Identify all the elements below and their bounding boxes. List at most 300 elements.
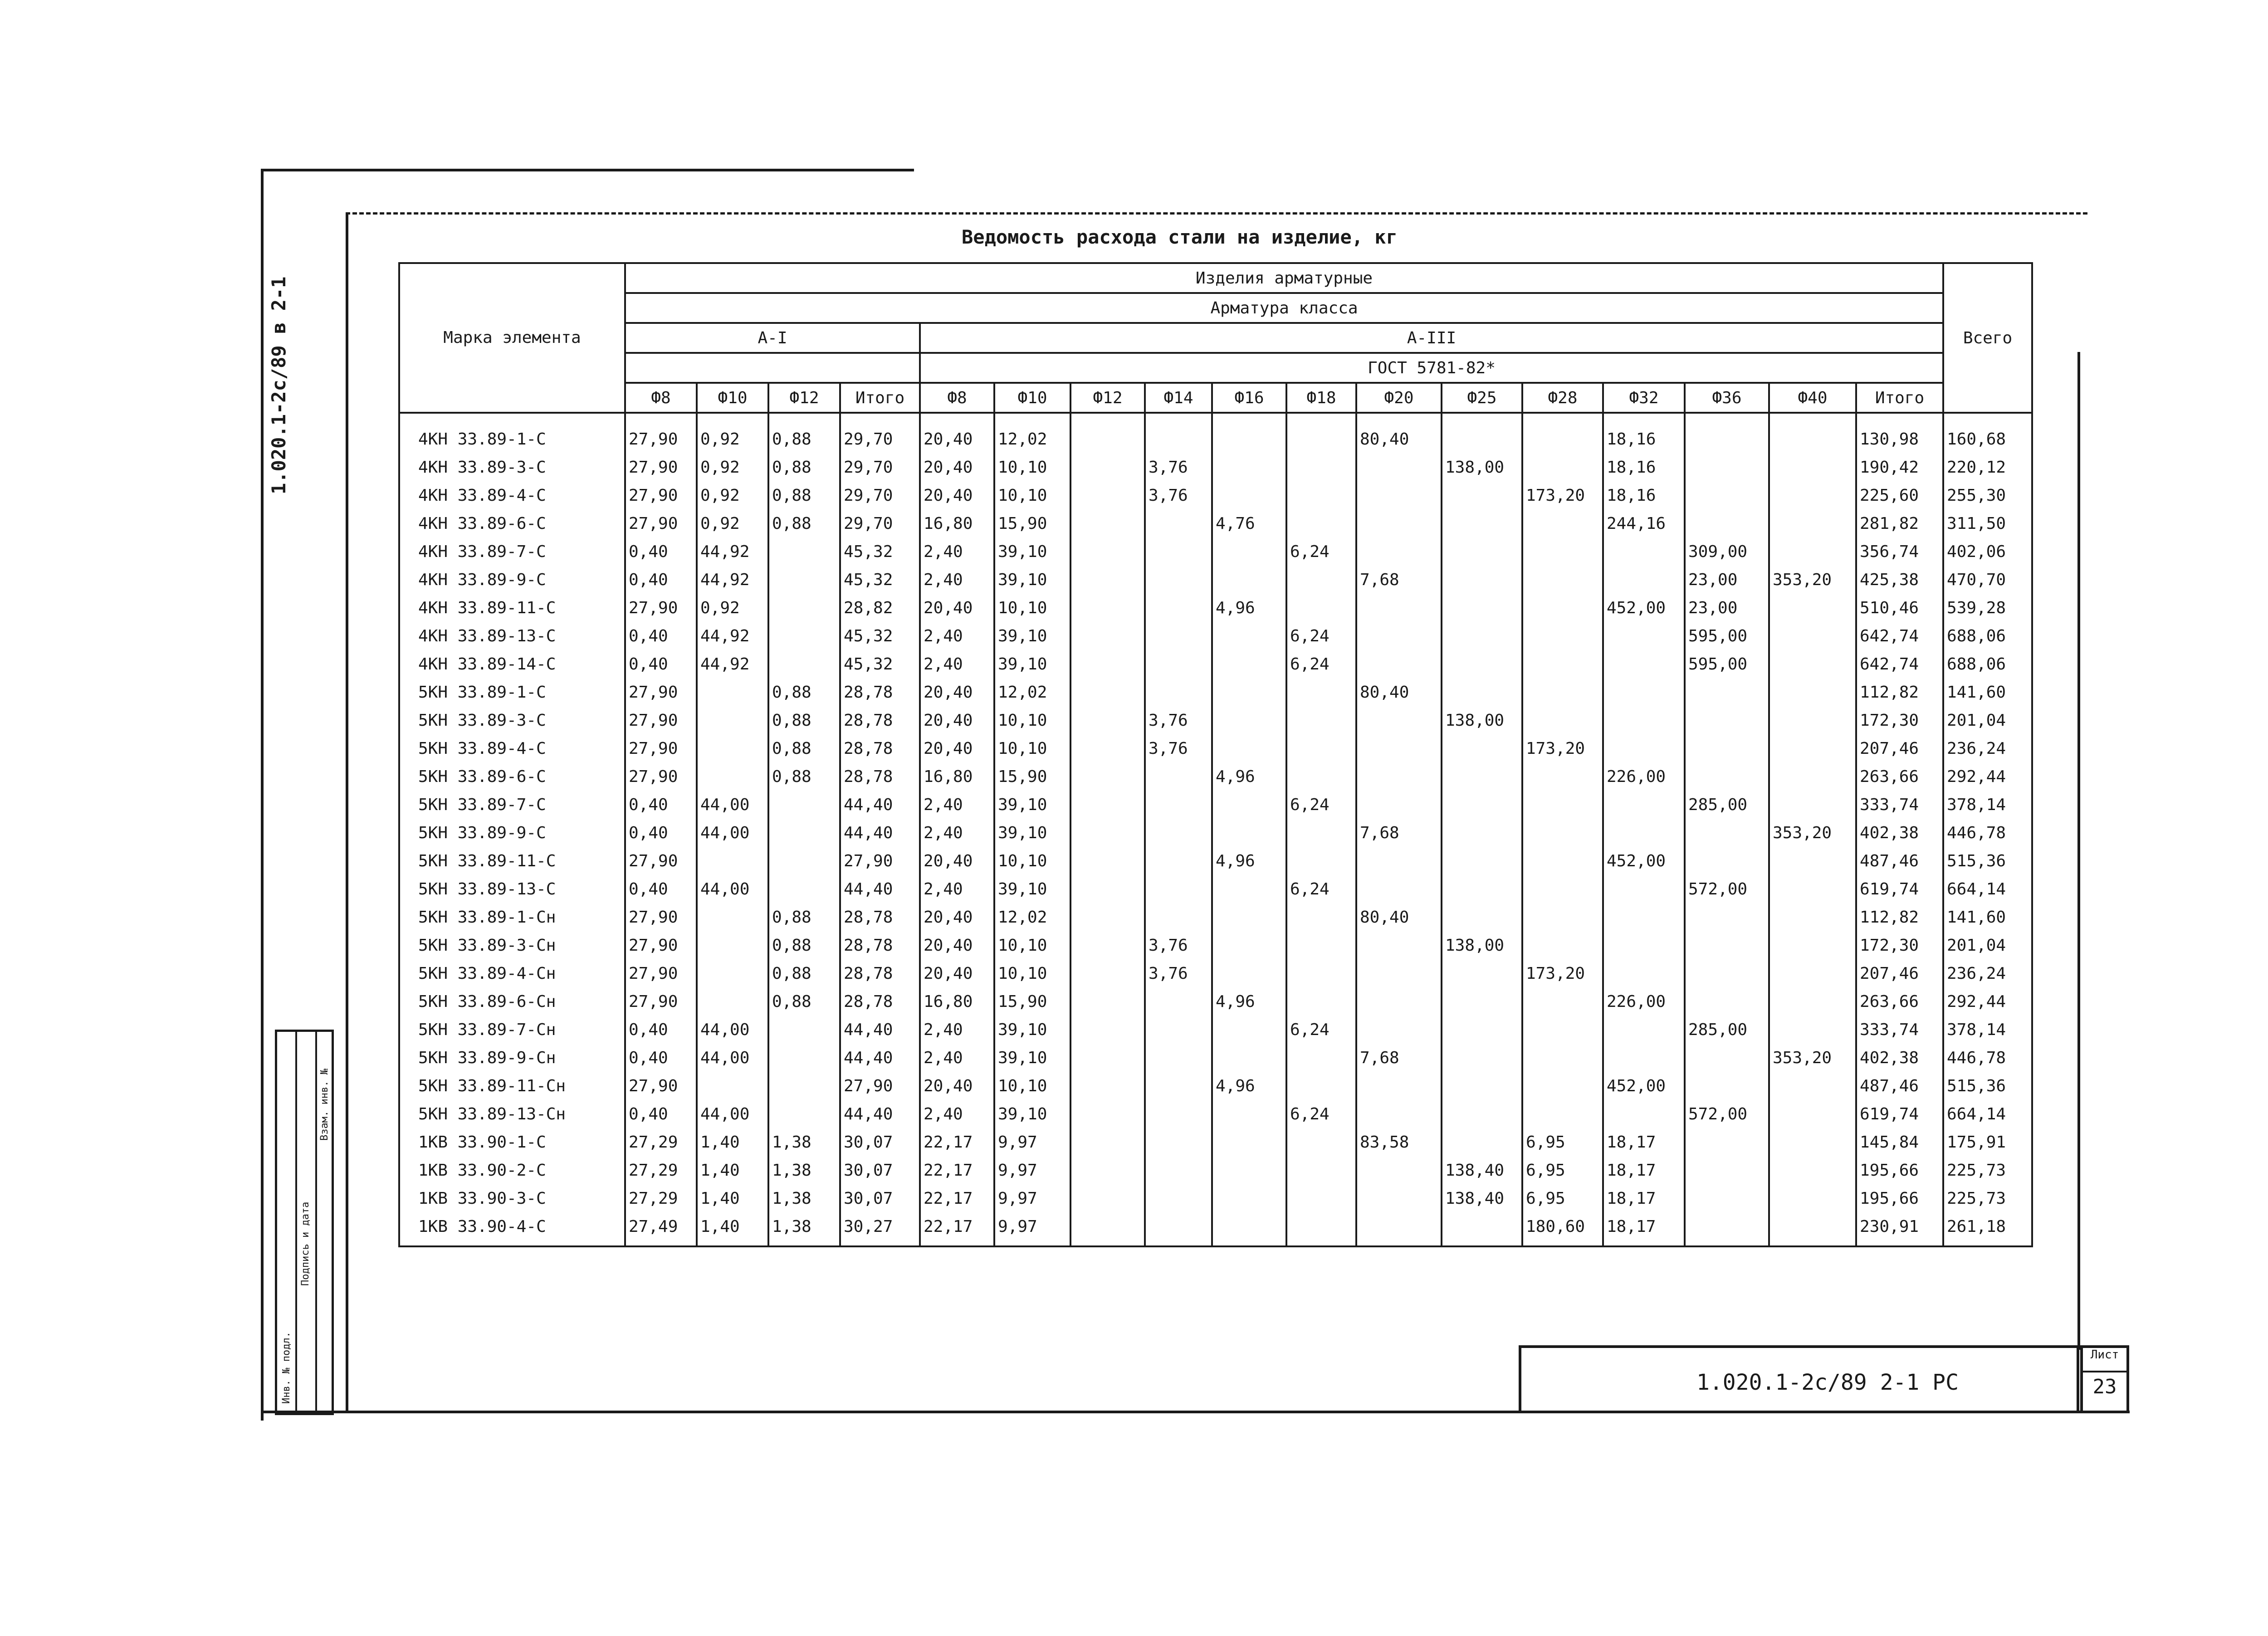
- mass-cell: 28,78: [840, 739, 920, 767]
- mass-cell: 195,66: [1856, 1161, 1943, 1189]
- mass-cell: [1522, 824, 1603, 852]
- mass-cell: 20,40: [920, 739, 994, 767]
- mass-cell: [1145, 1105, 1212, 1133]
- mass-cell: [1442, 992, 1522, 1021]
- mass-cell: 30,07: [840, 1133, 920, 1161]
- mass-cell: 29,70: [840, 458, 920, 486]
- mass-cell: [1603, 1049, 1685, 1077]
- mass-cell: 2,40: [920, 571, 994, 599]
- diameter-header-cell: Ф32: [1603, 383, 1685, 413]
- mass-cell: [1685, 767, 1769, 796]
- mass-cell: 0,92: [697, 458, 768, 486]
- mass-cell: [1522, 1049, 1603, 1077]
- mass-cell: 2,40: [920, 542, 994, 571]
- table-row: [399, 514, 2032, 542]
- element-mark-cell: 5КН 33.89-6-Сн: [399, 992, 625, 1021]
- mass-cell: 16,80: [920, 514, 994, 542]
- table-row: [399, 739, 2032, 767]
- table-row: [399, 1049, 2032, 1077]
- mass-cell: [1603, 655, 1685, 683]
- mass-cell: 39,10: [994, 824, 1070, 852]
- mass-cell: [1286, 413, 1356, 458]
- sheet-number: 23: [2092, 1375, 2117, 1398]
- mass-cell: 0,40: [625, 824, 697, 852]
- mass-cell: 452,00: [1603, 1077, 1685, 1105]
- mass-cell: 619,74: [1856, 1105, 1943, 1133]
- mass-cell: 160,68: [1943, 413, 2032, 458]
- mass-cell: 6,24: [1286, 542, 1356, 571]
- mass-cell: 27,90: [625, 992, 697, 1021]
- mass-cell: [1442, 542, 1522, 571]
- diameter-header-cell: Ф8: [920, 383, 994, 413]
- mass-cell: [1070, 1133, 1145, 1161]
- mass-cell: [1769, 1077, 1856, 1105]
- mass-cell: 27,90: [625, 1077, 697, 1105]
- mass-cell: 28,78: [840, 767, 920, 796]
- mass-cell: [1070, 880, 1145, 908]
- diameter-header-cell: Ф12: [768, 383, 840, 413]
- mass-cell: 172,30: [1856, 936, 1943, 964]
- element-mark-cell: 5КН 33.89-7-С: [399, 796, 625, 824]
- mass-cell: 6,95: [1522, 1161, 1603, 1189]
- mass-cell: [1145, 824, 1212, 852]
- mass-cell: 0,88: [768, 514, 840, 542]
- mass-cell: [1522, 992, 1603, 1021]
- table-row: [399, 824, 2032, 852]
- table-row: [399, 992, 2032, 1021]
- mass-cell: 356,74: [1856, 542, 1943, 571]
- mass-cell: [1685, 514, 1769, 542]
- mass-cell: [1442, 413, 1522, 458]
- mass-cell: [1212, 1021, 1286, 1049]
- mass-cell: 20,40: [920, 908, 994, 936]
- mass-cell: 2,40: [920, 627, 994, 655]
- mass-cell: [1685, 458, 1769, 486]
- mass-cell: 0,88: [768, 486, 840, 514]
- mass-cell: 515,36: [1943, 1077, 2032, 1105]
- table-row: [399, 683, 2032, 711]
- mass-cell: [1356, 627, 1442, 655]
- mass-cell: 20,40: [920, 599, 994, 627]
- mass-cell: 619,74: [1856, 880, 1943, 908]
- mass-cell: [1769, 627, 1856, 655]
- element-mark-cell: 4КН 33.89-7-С: [399, 542, 625, 571]
- mass-cell: [1145, 1049, 1212, 1077]
- mass-cell: [1070, 571, 1145, 599]
- mass-cell: [1522, 413, 1603, 458]
- mass-cell: [1685, 1189, 1769, 1217]
- table-row: [399, 936, 2032, 964]
- mass-cell: [1070, 1021, 1145, 1049]
- mass-cell: 20,40: [920, 458, 994, 486]
- diameter-header-cell: Ф20: [1356, 383, 1442, 413]
- mass-cell: 688,06: [1943, 655, 2032, 683]
- mass-cell: [1769, 413, 1856, 458]
- mass-cell: [1685, 936, 1769, 964]
- mass-cell: [1212, 458, 1286, 486]
- mass-cell: 44,00: [697, 880, 768, 908]
- mass-cell: [1603, 1021, 1685, 1049]
- mass-cell: 10,10: [994, 599, 1070, 627]
- mass-cell: 18,17: [1603, 1189, 1685, 1217]
- mass-cell: 353,20: [1769, 824, 1856, 852]
- diameter-header-row: [399, 383, 2032, 413]
- table-row: [399, 486, 2032, 514]
- mass-cell: [1145, 908, 1212, 936]
- mass-cell: [1442, 1105, 1522, 1133]
- mass-cell: [1145, 852, 1212, 880]
- mass-cell: [1356, 1217, 1442, 1246]
- mass-cell: 285,00: [1685, 1021, 1769, 1049]
- mass-cell: [1145, 767, 1212, 796]
- mass-cell: 1,40: [697, 1217, 768, 1246]
- mass-cell: 515,36: [1943, 852, 2032, 880]
- mass-cell: 6,24: [1286, 796, 1356, 824]
- mass-cell: [768, 824, 840, 852]
- mass-cell: [1145, 683, 1212, 711]
- mass-cell: 0,88: [768, 964, 840, 992]
- mass-cell: [1522, 683, 1603, 711]
- mass-cell: [1769, 1105, 1856, 1133]
- mass-cell: [1769, 1021, 1856, 1049]
- mass-cell: [1442, 571, 1522, 599]
- table-row: [399, 571, 2032, 599]
- table-row: [399, 1133, 2032, 1161]
- element-mark-cell: 5КН 33.89-9-Сн: [399, 1049, 625, 1077]
- mass-cell: 0,88: [768, 767, 840, 796]
- mass-cell: 9,97: [994, 1161, 1070, 1189]
- mass-cell: 112,82: [1856, 683, 1943, 711]
- table-row: [399, 1161, 2032, 1189]
- mass-cell: 27,90: [625, 413, 697, 458]
- table-row: [399, 458, 2032, 486]
- mass-cell: 45,32: [840, 571, 920, 599]
- mass-cell: [768, 796, 840, 824]
- mass-cell: 16,80: [920, 992, 994, 1021]
- mass-cell: [1145, 627, 1212, 655]
- mass-cell: 226,00: [1603, 767, 1685, 796]
- mass-cell: 0,40: [625, 1021, 697, 1049]
- table-row: [399, 627, 2032, 655]
- mass-cell: 10,10: [994, 1077, 1070, 1105]
- mass-cell: 261,18: [1943, 1217, 2032, 1246]
- mass-cell: [1522, 908, 1603, 936]
- mass-cell: [1212, 1049, 1286, 1077]
- element-mark-cell: 5КН 33.89-13-Сн: [399, 1105, 625, 1133]
- mass-cell: 333,74: [1856, 1021, 1943, 1049]
- mass-cell: 39,10: [994, 1021, 1070, 1049]
- mass-cell: 470,70: [1943, 571, 2032, 599]
- class-a3-header: А-III: [920, 323, 1943, 353]
- mass-cell: [697, 992, 768, 1021]
- diameter-header-cell: Ф36: [1685, 383, 1769, 413]
- mass-cell: [1769, 767, 1856, 796]
- mass-cell: [1286, 1077, 1356, 1105]
- mass-cell: [1356, 936, 1442, 964]
- mass-cell: 80,40: [1356, 683, 1442, 711]
- mass-cell: [1212, 739, 1286, 767]
- diameter-header-cell: Итого: [1856, 383, 1943, 413]
- mass-cell: [1286, 514, 1356, 542]
- sheet-number-box: [2080, 1345, 2129, 1413]
- mass-cell: 20,40: [920, 964, 994, 992]
- mass-cell: 28,82: [840, 599, 920, 627]
- mass-cell: [1685, 413, 1769, 458]
- mass-cell: 1,40: [697, 1161, 768, 1189]
- mass-cell: [1442, 599, 1522, 627]
- mass-cell: [1603, 739, 1685, 767]
- mass-cell: 2,40: [920, 1021, 994, 1049]
- mass-cell: [768, 627, 840, 655]
- mass-cell: 44,40: [840, 1049, 920, 1077]
- mass-cell: 12,02: [994, 413, 1070, 458]
- mass-cell: [1070, 824, 1145, 852]
- mass-cell: 30,07: [840, 1189, 920, 1217]
- mass-cell: 595,00: [1685, 655, 1769, 683]
- mass-cell: [1685, 992, 1769, 1021]
- mass-cell: [1286, 1161, 1356, 1189]
- mass-cell: 1,40: [697, 1189, 768, 1217]
- mass-cell: [1356, 1105, 1442, 1133]
- mass-cell: [1442, 767, 1522, 796]
- mass-cell: [1070, 542, 1145, 571]
- mass-cell: [1212, 936, 1286, 964]
- mass-cell: [1070, 936, 1145, 964]
- mass-cell: 510,46: [1856, 599, 1943, 627]
- mass-cell: [1212, 964, 1286, 992]
- mass-cell: [1685, 852, 1769, 880]
- mass-cell: 28,78: [840, 964, 920, 992]
- mass-cell: 0,92: [697, 599, 768, 627]
- mass-cell: 22,17: [920, 1133, 994, 1161]
- mass-cell: 145,84: [1856, 1133, 1943, 1161]
- mass-cell: 4,96: [1212, 767, 1286, 796]
- mass-cell: 0,88: [768, 413, 840, 458]
- mass-cell: [1442, 852, 1522, 880]
- mass-cell: [1070, 1189, 1145, 1217]
- mass-cell: [1212, 655, 1286, 683]
- mass-cell: [1212, 542, 1286, 571]
- sheet-label: Лист: [2083, 1348, 2126, 1372]
- mass-cell: 39,10: [994, 796, 1070, 824]
- mass-cell: 353,20: [1769, 1049, 1856, 1077]
- mass-cell: [768, 542, 840, 571]
- mass-cell: [1356, 852, 1442, 880]
- mass-cell: [697, 908, 768, 936]
- mass-cell: 281,82: [1856, 514, 1943, 542]
- mass-cell: 22,17: [920, 1217, 994, 1246]
- mass-cell: [1070, 458, 1145, 486]
- element-mark-cell: 5КН 33.89-4-С: [399, 739, 625, 767]
- mass-cell: 1,38: [768, 1189, 840, 1217]
- mass-cell: 0,40: [625, 627, 697, 655]
- side-document-code: 1.020.1-2с/89 в 2-1: [268, 276, 290, 494]
- mass-cell: 0,40: [625, 796, 697, 824]
- mass-cell: 18,17: [1603, 1133, 1685, 1161]
- mass-cell: 595,00: [1685, 627, 1769, 655]
- mass-cell: [1442, 1049, 1522, 1077]
- mass-cell: 138,40: [1442, 1189, 1522, 1217]
- frame-left-line: [261, 169, 264, 1421]
- table-row: [399, 1189, 2032, 1217]
- mass-cell: 30,27: [840, 1217, 920, 1246]
- mass-cell: [1286, 852, 1356, 880]
- mass-cell: [1145, 1161, 1212, 1189]
- mass-cell: 0,88: [768, 711, 840, 739]
- mass-cell: [1603, 542, 1685, 571]
- mass-cell: 10,10: [994, 964, 1070, 992]
- mass-cell: [1070, 655, 1145, 683]
- mass-cell: [1145, 514, 1212, 542]
- diameter-header-cell: Ф16: [1212, 383, 1286, 413]
- mass-cell: 6,24: [1286, 627, 1356, 655]
- mass-cell: [1286, 1049, 1356, 1077]
- mass-cell: 10,10: [994, 711, 1070, 739]
- mass-cell: [1685, 1217, 1769, 1246]
- mass-cell: 44,92: [697, 571, 768, 599]
- mass-cell: [1286, 767, 1356, 796]
- mass-cell: 44,40: [840, 796, 920, 824]
- table-row: [399, 796, 2032, 824]
- mass-cell: 3,76: [1145, 964, 1212, 992]
- mass-cell: [768, 571, 840, 599]
- mass-cell: 172,30: [1856, 711, 1943, 739]
- mass-cell: 29,70: [840, 413, 920, 458]
- mass-cell: 16,80: [920, 767, 994, 796]
- mass-cell: [768, 1105, 840, 1133]
- mass-cell: 27,90: [840, 1077, 920, 1105]
- mass-cell: 44,00: [697, 796, 768, 824]
- element-mark-cell: 1КВ 33.90-4-С: [399, 1217, 625, 1246]
- mass-cell: [697, 683, 768, 711]
- mass-cell: [697, 767, 768, 796]
- mass-cell: 45,32: [840, 655, 920, 683]
- element-mark-cell: 4КН 33.89-4-С: [399, 486, 625, 514]
- mass-cell: [697, 1077, 768, 1105]
- mass-cell: [1769, 1189, 1856, 1217]
- mass-cell: 27,90: [625, 936, 697, 964]
- mass-cell: 263,66: [1856, 767, 1943, 796]
- mass-cell: 4,96: [1212, 1077, 1286, 1105]
- mass-cell: 29,70: [840, 514, 920, 542]
- mass-cell: [1442, 1217, 1522, 1246]
- mass-cell: 15,90: [994, 767, 1070, 796]
- mass-cell: [1212, 711, 1286, 739]
- mass-cell: [1522, 514, 1603, 542]
- mass-cell: 27,90: [625, 852, 697, 880]
- mass-cell: 572,00: [1685, 880, 1769, 908]
- mass-cell: 9,97: [994, 1217, 1070, 1246]
- mass-cell: [1145, 571, 1212, 599]
- mass-cell: [1442, 880, 1522, 908]
- group-header: Изделия арматурные: [625, 263, 1943, 293]
- mass-cell: [1769, 1161, 1856, 1189]
- mass-cell: 44,40: [840, 880, 920, 908]
- mass-cell: 80,40: [1356, 908, 1442, 936]
- mass-cell: [1286, 486, 1356, 514]
- mass-cell: [1145, 1133, 1212, 1161]
- mass-cell: 311,50: [1943, 514, 2032, 542]
- mass-cell: [1286, 964, 1356, 992]
- mass-cell: 402,38: [1856, 824, 1943, 852]
- mass-cell: 39,10: [994, 1049, 1070, 1077]
- mass-cell: [1145, 655, 1212, 683]
- approval-stamp: [275, 1030, 334, 1415]
- mass-cell: 642,74: [1856, 627, 1943, 655]
- mass-cell: [1522, 796, 1603, 824]
- mass-cell: 2,40: [920, 655, 994, 683]
- mass-cell: [1769, 514, 1856, 542]
- table-row: [399, 711, 2032, 739]
- mass-cell: 0,40: [625, 542, 697, 571]
- mass-cell: [1212, 571, 1286, 599]
- gost-spacer: [625, 353, 920, 383]
- mass-cell: 2,40: [920, 824, 994, 852]
- mass-cell: [1442, 683, 1522, 711]
- mass-cell: [1212, 683, 1286, 711]
- mass-cell: 15,90: [994, 514, 1070, 542]
- mass-cell: [1685, 1049, 1769, 1077]
- mass-cell: [1356, 711, 1442, 739]
- mass-cell: [1769, 739, 1856, 767]
- mass-cell: 30,07: [840, 1161, 920, 1189]
- mass-cell: [1212, 627, 1286, 655]
- mass-cell: 18,17: [1603, 1161, 1685, 1189]
- sheet-title: Ведомость расхода стали на изделие, кг: [962, 226, 1398, 248]
- mass-cell: [1356, 1189, 1442, 1217]
- mass-cell: [1070, 514, 1145, 542]
- mass-cell: 446,78: [1943, 1049, 2032, 1077]
- mass-cell: 688,06: [1943, 627, 2032, 655]
- mass-cell: [1603, 571, 1685, 599]
- mass-cell: 425,38: [1856, 571, 1943, 599]
- mass-cell: [697, 739, 768, 767]
- mass-cell: 255,30: [1943, 486, 2032, 514]
- mass-cell: 6,24: [1286, 1105, 1356, 1133]
- mass-cell: [1070, 1105, 1145, 1133]
- mass-cell: 7,68: [1356, 824, 1442, 852]
- mass-cell: [1769, 936, 1856, 964]
- mass-cell: [1212, 824, 1286, 852]
- mass-cell: [768, 1049, 840, 1077]
- element-mark-cell: 4КН 33.89-1-С: [399, 413, 625, 458]
- table-row: [399, 413, 2032, 458]
- mass-cell: [1145, 1077, 1212, 1105]
- mass-cell: [1685, 1133, 1769, 1161]
- mass-cell: [1442, 824, 1522, 852]
- mass-cell: [1356, 514, 1442, 542]
- mass-cell: 28,78: [840, 683, 920, 711]
- mass-cell: [1286, 683, 1356, 711]
- mass-cell: [1442, 908, 1522, 936]
- mass-cell: 138,00: [1442, 711, 1522, 739]
- mass-cell: 2,40: [920, 1049, 994, 1077]
- mass-cell: [1212, 1105, 1286, 1133]
- mass-cell: 138,00: [1442, 936, 1522, 964]
- table-row: [399, 1217, 2032, 1246]
- mass-cell: [1603, 1105, 1685, 1133]
- mass-cell: [1356, 767, 1442, 796]
- mass-cell: [1769, 852, 1856, 880]
- mass-cell: [1769, 655, 1856, 683]
- element-mark-cell: 5КН 33.89-9-С: [399, 824, 625, 852]
- mass-cell: 44,40: [840, 1021, 920, 1049]
- mass-cell: 20,40: [920, 936, 994, 964]
- table-row: [399, 1021, 2032, 1049]
- mass-cell: [1356, 1077, 1442, 1105]
- mass-cell: [1769, 908, 1856, 936]
- table-row: [399, 1077, 2032, 1105]
